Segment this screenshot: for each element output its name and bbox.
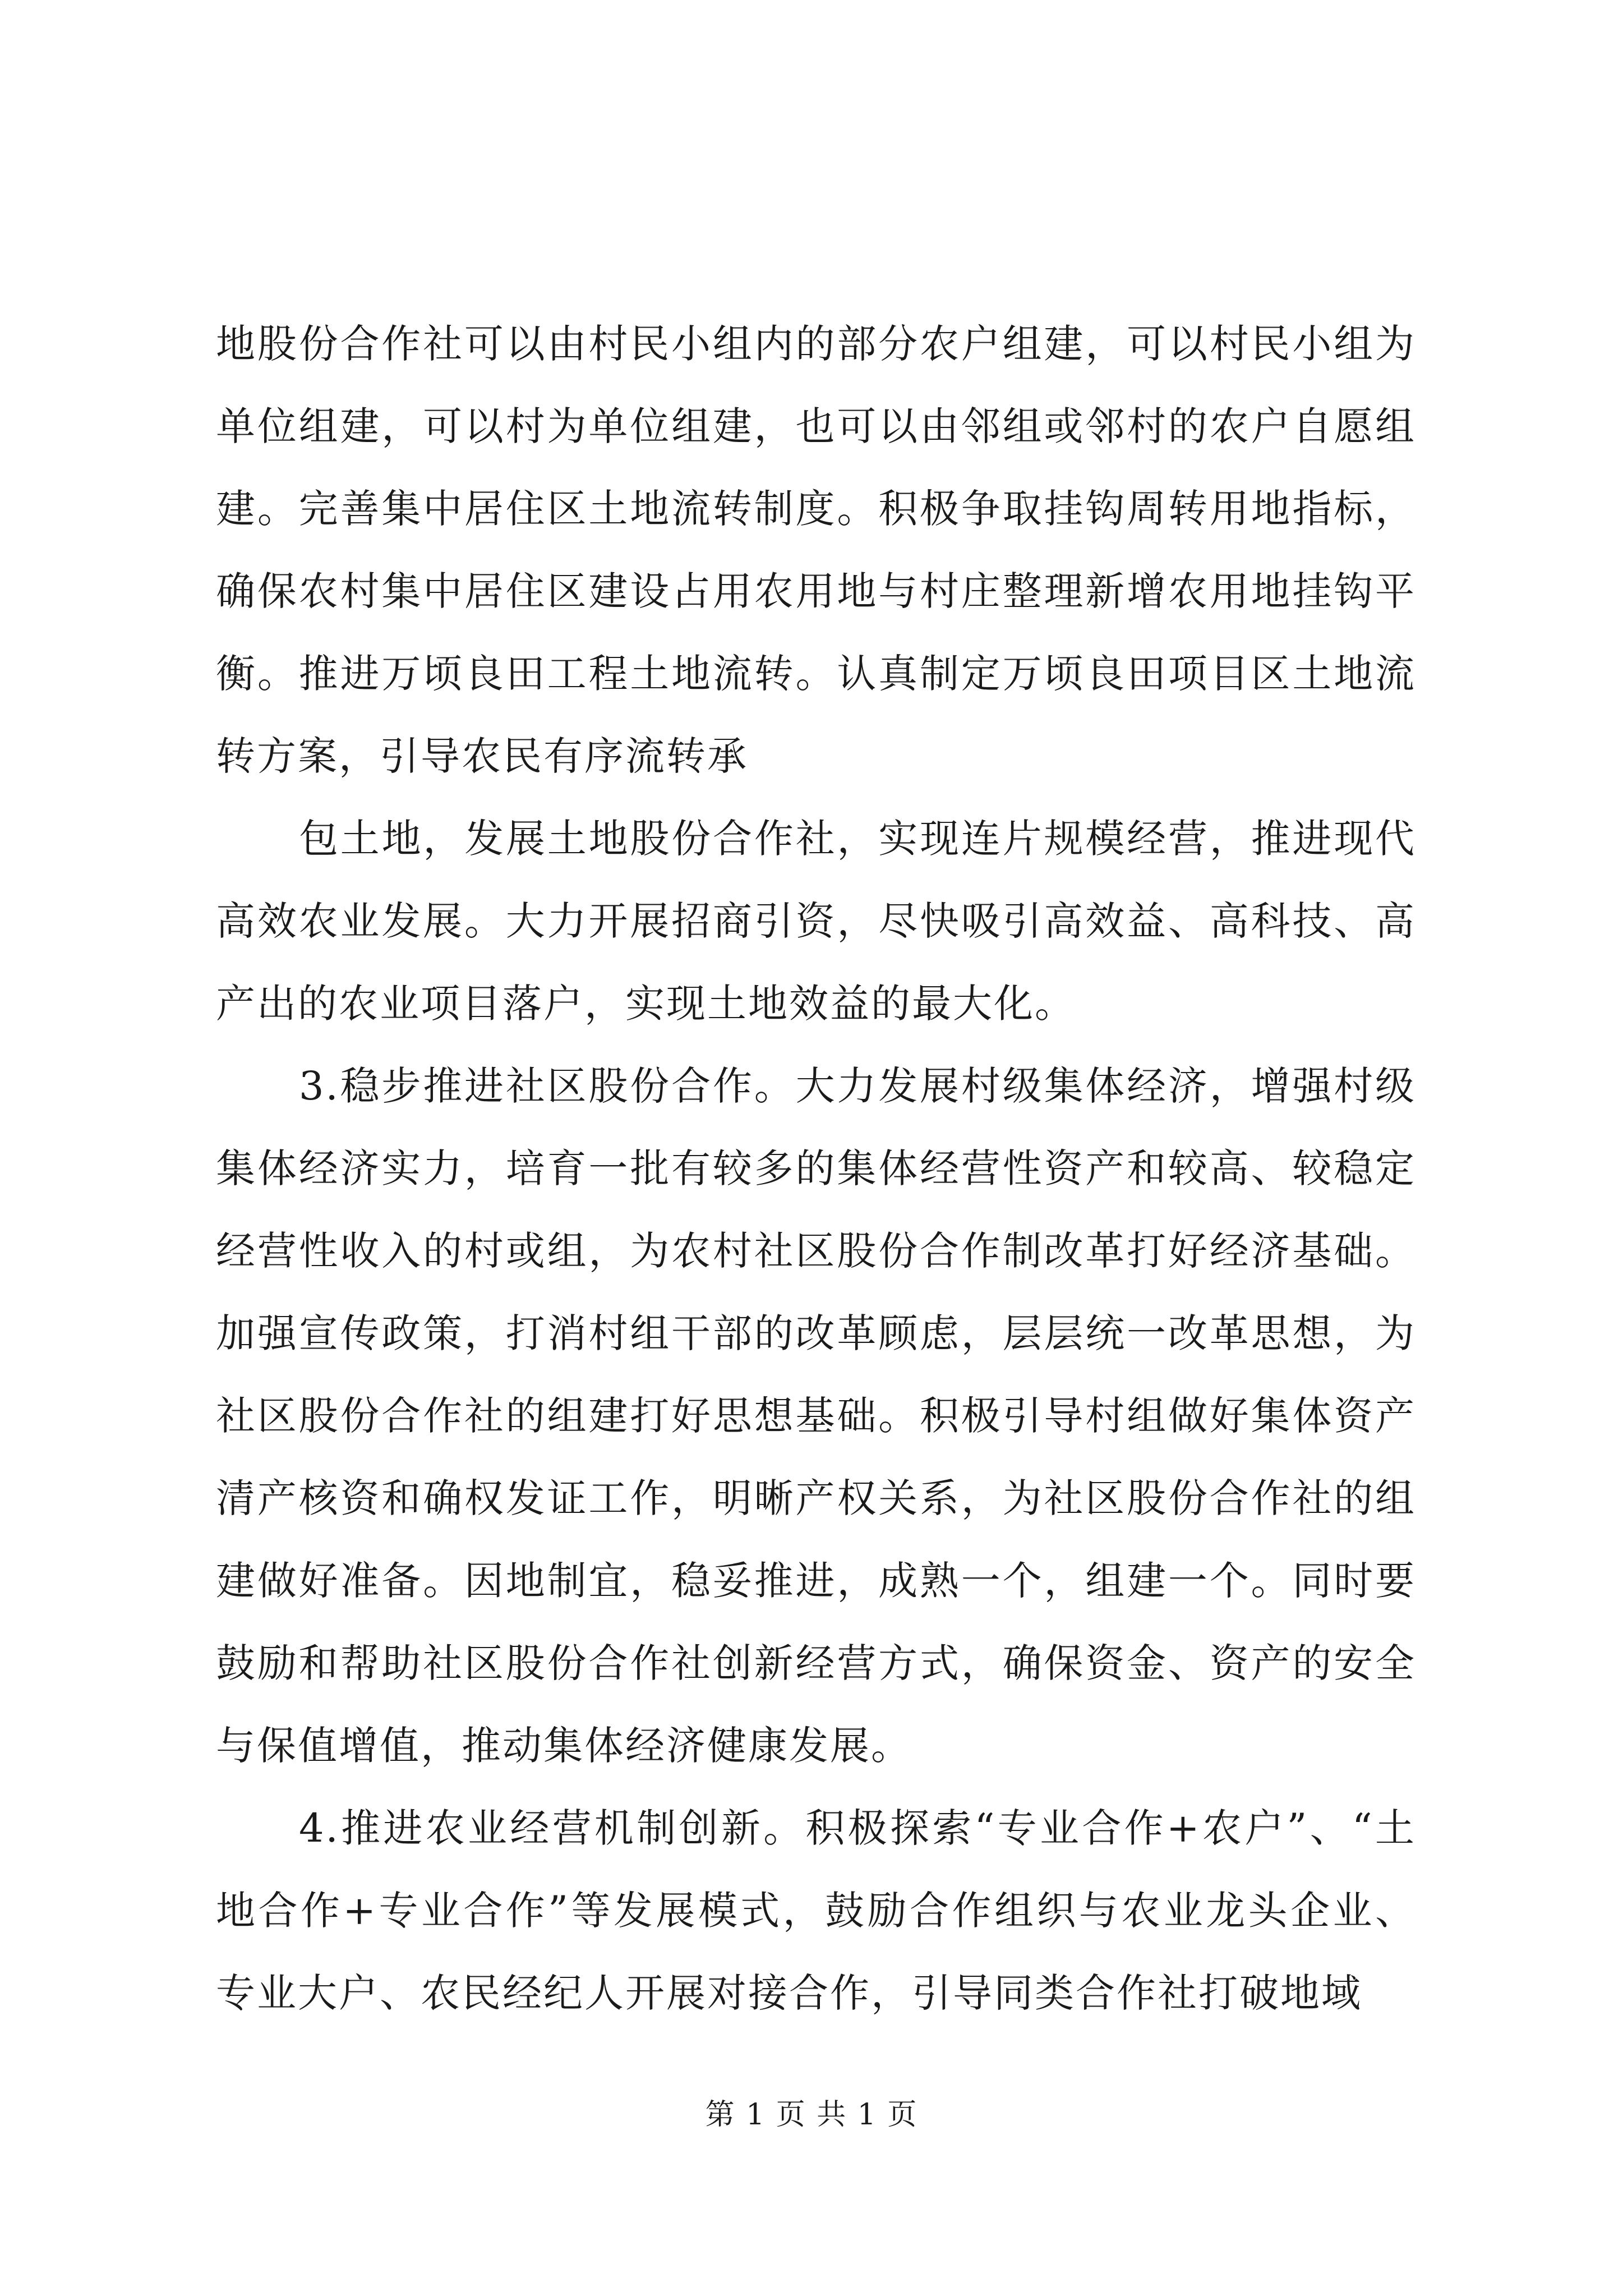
page-number-footer: 第 1 页 共 1 页 bbox=[705, 2098, 918, 2132]
paragraph-4: 4.推进农业经营机制创新。积极探索“专业合作+农户”、“土地合作+专业合作”等发展模式，鼓励合作组织与农业龙头企业、专业大户、农民经纪人开展对接合作，引导同类合作社打破地域 bbox=[216, 1805, 1416, 2016]
paragraph-2: 包土地，发展土地股份合作社，实现连片规模经营，推进现代高效农业发展。大力开展招商引资，尽快吸引高效益、高科技、高产出的农业项目落户，实现土地效益的最大化。 bbox=[216, 816, 1416, 1027]
paragraph-1: 地股份合作社可以由村民小组内的部分农户组建，可以村民小组为单位组建，可以村为单位组建，也可以由邻组或邻村的农户自愿组建。完善集中居住区土地流转制度。积极争取挂钩周转用地指标，确保农村集中居住区建设占用农用地与村庄整理新增农用地挂钩平衡。推进万顷良田工程土地流转。认真制定万顷良田项目区土地流转方案，引导农民有序流转承 bbox=[216, 321, 1416, 779]
document-body bbox=[216, 303, 1416, 2035]
paragraph-3: 3.稳步推进社区股份合作。大力发展村级集体经济，增强村级集体经济实力，培育一批有较多的集体经营性资产和较高、较稳定经营性收入的村或组，为农村社区股份合作制改革打好经济基础。加强宣传政策，打消村组干部的改革顾虑，层层统一改革思想，为社区股份合作社的组建打好思想基础。积极引导村组做好集体资产清产核资和确权发证工作，明晰产权关系，为社区股份合作社的组建做好准备。因地制宜，稳妥推进，成熟一个，组建一个。同时要鼓励和帮助社区股份合作社创新经营方式，确保资金、资产的安全与保值增值，推动集体经济健康发展。 bbox=[216, 1063, 1416, 1769]
